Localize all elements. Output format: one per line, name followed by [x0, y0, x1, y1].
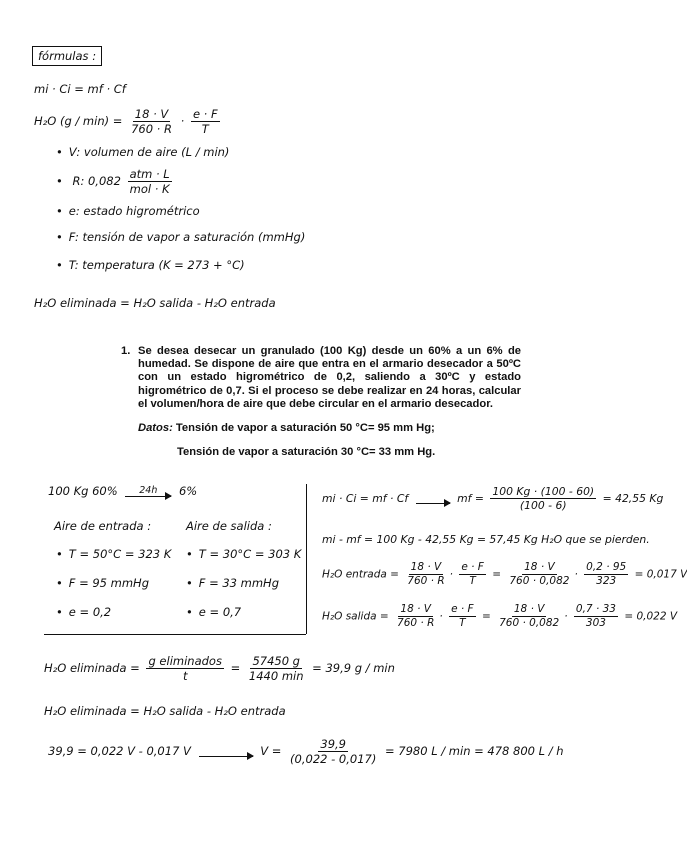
- h2o-eliminated-formula: H₂O eliminada = H₂O salida - H₂O entrada: [34, 296, 276, 310]
- outlet-temperature: • T = 30°C = 303 K: [186, 547, 301, 561]
- outlet-air-title: Aire de salida :: [186, 519, 272, 533]
- volume-solution: 39,9 = 0,022 V - 0,017 V V = $\frac{39,9}{(0,022 - 0,017)}$ = 7980 L / min = 478 800 L / h: [48, 737, 564, 767]
- water-lost-calculation: mi - mf = 100 Kg - 42,55 Kg = 57,45 Kg H₂O que se pierden.: [322, 533, 650, 546]
- inlet-vapor-tension: • F = 95 mmHg: [56, 576, 149, 590]
- fraction: $\frac{18 \cdot V}{760 \cdot 0,082}$: [499, 603, 560, 630]
- h2o-outlet-calculation: H₂O salida = $\frac{18 \cdot V}{760 \cdot R}$ · $\frac{e \cdot F}{T}$ = $\frac{18 \cdot V}{760 \cdot 0,082}$ · $\frac{0,7 \cdot 33}{303}$ = 0,022 V: [322, 603, 678, 630]
- fraction: $\frac{e \cdot F}{T}$: [451, 603, 474, 630]
- fraction: $\frac{e \cdot F}{T}$: [461, 561, 484, 588]
- h2o-eliminated-rate: H₂O eliminada = $\frac{\text{g eliminados}}{t}$ = $\frac{57450 g}{1440 \min}$ = 39,9 g / min: [44, 654, 395, 684]
- fraction: $\frac{100 Kg \cdot (100 - 60)}{(100 - 6)}$: [492, 485, 595, 513]
- h2o-inlet-calculation: H₂O entrada = $\frac{18 \cdot V}{760 \cdot R}$ · $\frac{e \cdot F}{T}$ = $\frac{18 \cdot V}{760 \cdot 0,082}$ · $\frac{0,2 \cdot 95}{323}$ = 0,017 V: [322, 561, 687, 588]
- h2o-rate-formula: H₂O (g / min) = $\frac{18 \cdot V}{760 \cdot R}$ · $\frac{e \cdot F}{T}$: [34, 107, 218, 137]
- problem-data-1: Datos: Tensión de vapor a saturación 50 °C= 95 mm Hg;: [138, 422, 435, 434]
- outlet-hygrometric-state: • e = 0,7: [186, 605, 241, 619]
- bullet-hygrometric-state: • e: estado higrométrico: [56, 204, 200, 218]
- final-mass-calculation: mi · Ci = mf · Cf mf = $\frac{100 Kg \cdot (100 - 60)}{(100 - 6)}$ = 42,55 Kg: [322, 485, 664, 513]
- mass-balance-formula: mi · Ci = mf · Cf: [34, 82, 126, 96]
- problem-data-2: Tensión de vapor a saturación 30 °C= 33 mm Hg.: [177, 446, 436, 458]
- drying-process-line: 100 Kg 60% 24h 6%: [48, 484, 198, 498]
- inlet-hygrometric-state: • e = 0,2: [56, 605, 111, 619]
- arrow-24h: 24h: [125, 486, 171, 497]
- fraction: $\frac{\text{g eliminados}}{t}$: [148, 654, 222, 684]
- problem-statement: [121, 345, 521, 411]
- fraction: $\frac{e \cdot F}{T}$: [192, 107, 218, 137]
- bullet-vapor-tension: • F: tensión de vapor a saturación (mmHg): [56, 230, 305, 244]
- inlet-temperature: • T = 50°C = 323 K: [56, 547, 171, 561]
- h2o-eliminated-balance: H₂O eliminada = H₂O salida - H₂O entrada: [44, 704, 286, 718]
- fraction: $\frac{\text{atm · L}}{\text{mol · K}}$: [129, 167, 170, 197]
- fraction: $\frac{0,7 \cdot 33}{303}$: [575, 603, 616, 630]
- fraction: $\frac{57450 g}{1440 \min}$: [248, 654, 304, 684]
- bullet-gas-constant: • R: 0,082 $\frac{\text{atm · L}}{\text{mol · K}}$: [56, 168, 175, 195]
- problem-number: 1.: [121, 345, 131, 357]
- problem-text: Se desea desecar un granulado (100 Kg) desde un 60% a un 6% de humedad. Se dispone de aire que entra en el armario desecador a 50ºC con un estado higrométrico de 0,2, saliendo a 30ºC y estado higrométrico de 0,7. Si el proceso se debe realizar en 24 horas, calcular el volumen/hora de aire que debe circular en el armario desecador.: [138, 345, 521, 410]
- panel-divider-vertical: [306, 484, 307, 634]
- fraction: $\frac{18 \cdot V}{760 \cdot R}$: [397, 603, 435, 630]
- panel-divider-horizontal: [44, 634, 306, 635]
- bullet-temperature: • T: temperatura (K = 273 + °C): [56, 258, 245, 272]
- inlet-air-title: Aire de entrada :: [54, 519, 152, 533]
- fraction: $\frac{18 \cdot V}{760 \cdot R}$: [131, 107, 172, 137]
- formulas-heading: fórmulas :: [32, 46, 102, 66]
- bullet-volume: • V: volumen de aire (L / min): [56, 145, 229, 159]
- arrow-icon: [199, 746, 253, 757]
- fraction: $\frac{39,9}{(0,022 - 0,017)}$: [290, 737, 377, 767]
- outlet-vapor-tension: • F = 33 mmHg: [186, 576, 279, 590]
- fraction: $\frac{18 \cdot V}{760 \cdot R}$: [407, 561, 445, 588]
- fraction: $\frac{0,2 \cdot 95}{323}$: [586, 561, 627, 588]
- arrow-icon: [416, 494, 450, 505]
- fraction: $\frac{18 \cdot V}{760 \cdot 0,082}$: [509, 561, 570, 588]
